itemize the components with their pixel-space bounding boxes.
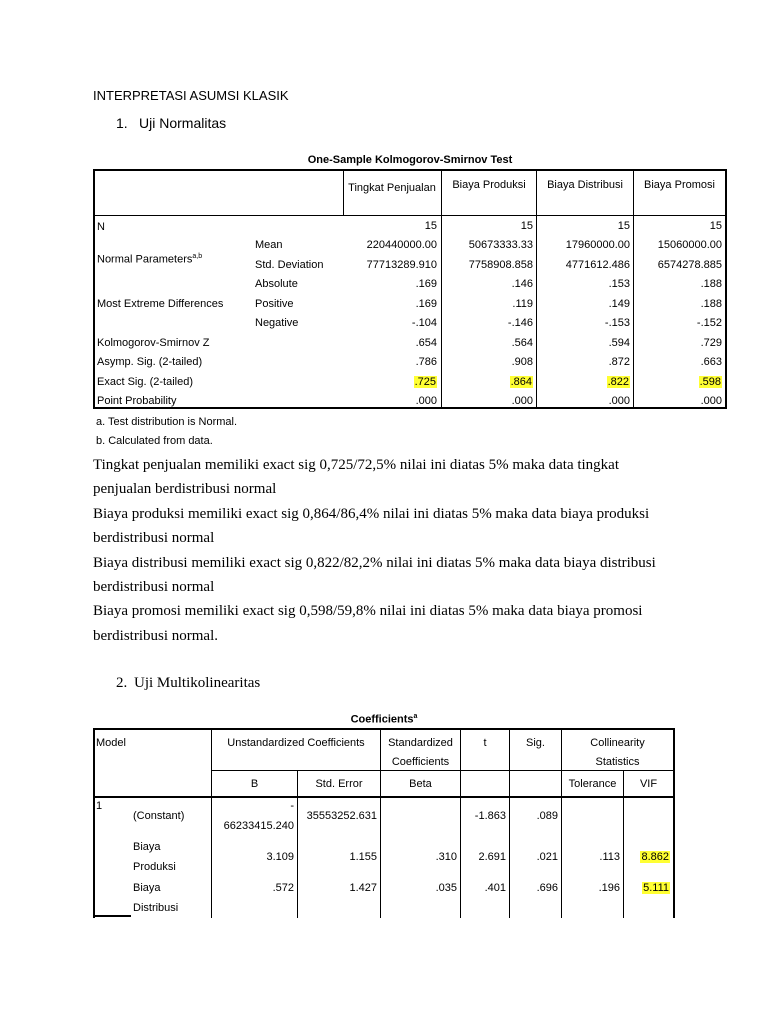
ks-row-label-most-extreme: Most Extreme Differences [97, 298, 224, 310]
coef-cell: 1.427 [349, 882, 377, 894]
ks-cell: -.146 [507, 317, 533, 329]
coef-cell: .696 [536, 882, 558, 894]
ks-cell: .654 [415, 337, 437, 349]
coef-header-vif: VIF [639, 778, 658, 790]
ks-cell: 4771612.486 [565, 259, 630, 271]
coef-cell: - [290, 800, 294, 812]
ks-cell: 15 [617, 220, 630, 232]
ks-row-label-exact-sig: Exact Sig. (2-tailed) [97, 376, 193, 388]
coef-header-b: B [250, 778, 259, 790]
ks-cell: -.104 [411, 317, 437, 329]
ks-note-a: a. Test distribution is Normal. [96, 416, 238, 428]
paragraph-line: Biaya distribusi memiliki exact sig 0,822/82,2% nilai ini diatas 5% maka data biaya distribusi [93, 554, 656, 571]
paragraph-line: Biaya produksi memiliki exact sig 0,864/86,4% nilai ini diatas 5% maka data biaya produksi [93, 505, 650, 522]
ks-row-label-normal-parameters: Normal Parameters$^{a,b}$ [97, 253, 203, 266]
ks-cell: .149 [608, 298, 630, 310]
ks-cell: .872 [608, 356, 630, 368]
coef-header-tolerance: Tolerance [568, 778, 617, 790]
ks-cell: 15 [424, 220, 437, 232]
ks-header-biaya-distribusi: Biaya Distribusi [547, 179, 623, 191]
ks-row-label-asymp-sig: Asymp. Sig. (2-tailed) [97, 356, 203, 368]
document-title: INTERPRETASI ASUMSI KLASIK [93, 88, 289, 103]
ks-header-tingkat-penjualan: Tingkat Penjualan [348, 182, 436, 194]
ks-row-label-point-probability: Point Probability [97, 395, 177, 407]
ks-header-biaya-promosi: Biaya Promosi [644, 179, 715, 191]
ks-cell: .188 [700, 278, 722, 290]
coef-cell-highlighted: 5.111 [643, 882, 669, 894]
ks-cell: 7758908.858 [468, 259, 533, 271]
coef-header-std-error: Std. Error [315, 778, 363, 790]
paragraph-line: Tingkat penjualan memiliki exact sig 0,725/72,5% nilai ini diatas 5% maka data tingkat [93, 457, 620, 473]
paragraph-line: penjualan berdistribusi normal [93, 481, 277, 498]
coef-header-standardized: Standardized [388, 737, 453, 749]
coef-cell: .196 [598, 882, 620, 894]
ks-cell: 15 [709, 220, 722, 232]
ks-table [93, 169, 727, 409]
coef-cell: 1.155 [349, 851, 377, 863]
ks-cell: .000 [511, 395, 533, 407]
ks-cell: .000 [700, 395, 722, 407]
ks-header-biaya-produksi: Biaya Produksi [452, 179, 526, 191]
coef-model-number: 1 [96, 800, 103, 812]
ks-cell: 15060000.00 [657, 239, 722, 251]
ks-cell: .000 [415, 395, 437, 407]
ks-cell-highlighted: .598 [699, 376, 721, 388]
ks-row-label-n: N [97, 221, 105, 233]
coef-cell: .113 [599, 851, 620, 863]
coef-cell: .572 [272, 882, 294, 894]
ks-cell: .786 [415, 356, 437, 368]
coef-cell: 35553252.631 [306, 810, 377, 822]
coef-header-model: Model [96, 737, 126, 749]
ks-sublabel-negative: Negative [255, 317, 299, 329]
ks-sublabel-positive: Positive [255, 298, 294, 310]
coef-header-sig: Sig. [526, 737, 545, 749]
ks-cell: .594 [608, 337, 630, 349]
ks-cell: .729 [700, 337, 722, 349]
ks-cell-highlighted: .864 [510, 376, 532, 388]
coef-cell: .401 [484, 882, 506, 894]
ks-cell: -.153 [604, 317, 630, 329]
coef-row-label-biaya-produksi: Biaya Produksi [133, 841, 176, 873]
coef-row-label-constant: (Constant) [133, 810, 185, 822]
coef-header-t: t [483, 737, 487, 749]
ks-row-label-ks-z: Kolmogorov-Smirnov Z [97, 337, 210, 349]
coefficients-table [93, 728, 677, 918]
paragraph-line: Biaya promosi memiliki exact sig 0,598/59,8% nilai ini diatas 5% maka data biaya promosi [93, 603, 643, 620]
ks-note-b: b. Calculated from data. [96, 435, 213, 447]
coef-header-collinearity: Collinearity [590, 737, 645, 749]
paragraph-line: berdistribusi normal. [93, 627, 218, 644]
coef-header-statistics: Statistics [595, 756, 640, 768]
ks-cell: .663 [700, 356, 722, 368]
ks-cell: .564 [511, 337, 533, 349]
coef-cell: 66233415.240 [223, 820, 294, 832]
ks-cell-highlighted: .725 [414, 376, 436, 388]
ks-cell: .908 [511, 356, 533, 368]
coef-cell: -1.863 [474, 810, 506, 822]
interpretation-paragraph [93, 453, 768, 648]
ks-cell: .000 [608, 395, 630, 407]
ks-cell: 6574278.885 [657, 259, 722, 271]
ks-table-caption: One-Sample Kolmogorov-Smirnov Test [307, 154, 513, 166]
coef-cell: 3.109 [266, 851, 294, 863]
ks-cell: .169 [415, 298, 437, 310]
coef-header-beta: Beta [409, 778, 432, 790]
ks-cell: .153 [608, 278, 630, 290]
paragraph-line: berdistribusi normal [93, 530, 215, 547]
coef-cell: .035 [435, 882, 457, 894]
ks-cell: .188 [700, 298, 722, 310]
ks-cell: 220440000.00 [366, 239, 437, 251]
ks-cell: .119 [512, 298, 533, 310]
ks-sublabel-std-deviation: Std. Deviation [255, 259, 324, 271]
coef-cell: .089 [536, 810, 558, 822]
coef-cell: .310 [435, 851, 457, 863]
ks-cell: 77713289.910 [366, 259, 437, 271]
coef-header-coefficients: Coefficients [391, 756, 450, 768]
paragraph-line: berdistribusi normal [93, 579, 215, 596]
coef-table-caption: Coefficients$^a$ [350, 713, 418, 726]
ks-cell-highlighted: .822 [607, 376, 629, 388]
coef-cell: .021 [536, 851, 558, 863]
coef-cell-highlighted: 8.862 [641, 851, 669, 863]
ks-sublabel-mean: Mean [255, 239, 283, 251]
section-2-title: Uji Multikolinearitas [134, 675, 261, 691]
coef-row-label-biaya-distribusi: Biaya Distribusi [133, 882, 179, 914]
ks-cell: -.152 [696, 317, 722, 329]
ks-cell: 50673333.33 [468, 239, 533, 251]
section-1-number: 1. [116, 115, 128, 131]
ks-cell: .146 [511, 278, 533, 290]
ks-cell: 17960000.00 [565, 239, 630, 251]
ks-sublabel-absolute: Absolute [255, 278, 298, 290]
section-1-title: Uji Normalitas [139, 115, 227, 131]
ks-cell: 15 [520, 220, 533, 232]
ks-cell: .169 [415, 278, 437, 290]
coef-header-unstandardized: Unstandardized Coefficients [227, 737, 365, 749]
coef-cell: 2.691 [478, 851, 506, 863]
section-2-number: 2. [116, 675, 128, 691]
